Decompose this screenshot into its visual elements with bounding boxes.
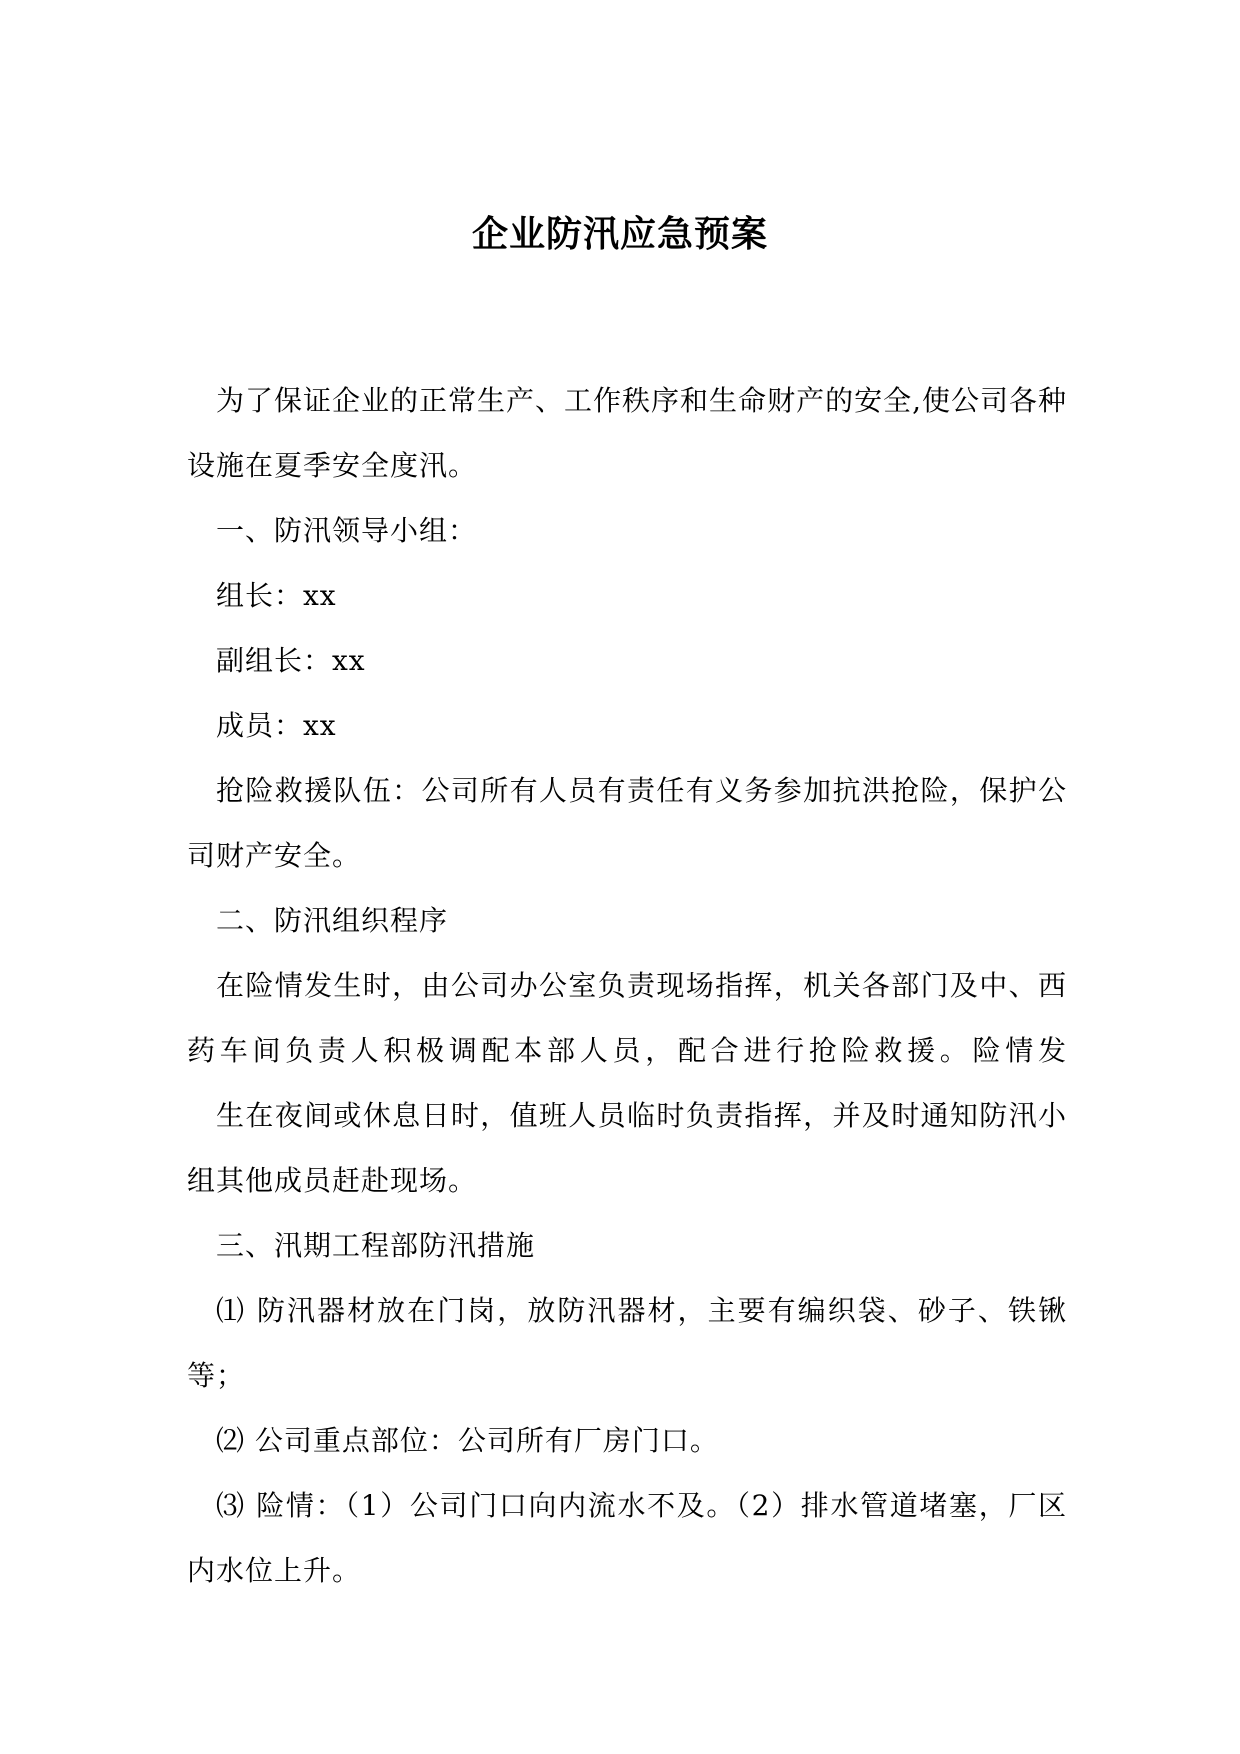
intro-paragraph: 为了保证企业的正常生产、工作秩序和生命财产的安全,使公司各种设施在夏季安全度汛。: [187, 384, 1067, 482]
procedure-paragraph-2: 生在夜间或休息日时，值班人员临时负责指挥，并及时通知防汛小组其他成员赶赴现场。: [187, 1099, 1067, 1197]
procedure-paragraph-1: 在险情发生时，由公司办公室负责现场指挥，机关各部门及中、西药车间负责人积极调配本部人员，配合进行抢险救援。险情发: [187, 969, 1067, 1067]
section-heading-leadership: 一、防汛领导小组：: [216, 514, 478, 547]
measure-item-1: ⑴ 防汛器材放在门岗，放防汛器材，主要有编织袋、砂子、铁锹等；: [187, 1294, 1067, 1392]
document-title: 企业防汛应急预案: [471, 213, 768, 255]
section-heading-procedure: 二、防汛组织程序: [216, 904, 449, 937]
members-line: 成员：xx: [216, 709, 337, 742]
rescue-team-paragraph: 抢险救援队伍：公司所有人员有责任有义务参加抗洪抢险，保护公司财产安全。: [187, 774, 1067, 872]
measure-item-3: ⑶ 险情：（1）公司门口向内流水不及。（2）排水管道堵塞，厂区内水位上升。: [187, 1489, 1067, 1587]
document-body: [187, 368, 1067, 1603]
leader-line: 组长：xx: [216, 579, 337, 612]
section-heading-measures: 三、汛期工程部防汛措施: [216, 1229, 536, 1262]
measure-item-2: ⑵ 公司重点部位：公司所有厂房门口。: [216, 1424, 719, 1457]
deputy-leader-line: 副组长：xx: [216, 644, 366, 677]
